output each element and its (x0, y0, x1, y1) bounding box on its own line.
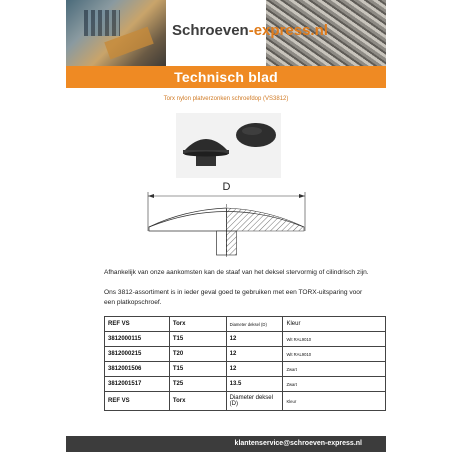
color-cell: Zwart (283, 362, 386, 377)
header-banner (66, 0, 386, 66)
product-subtitle: Torx nylon platverzonken schroefdop (VS3812) (163, 96, 289, 102)
color-cell: Wit RAL9010 (283, 332, 386, 347)
ref-cell: 3812000215 (105, 347, 170, 362)
description-paragraph-2: Ons 3812-assortiment is in ieder geval goed te gebruiken met een TORX-uitsparing voor een platkopschroef. (104, 289, 363, 306)
ref-cell: 3812001506 (105, 362, 170, 377)
cap-technical-drawing (144, 176, 314, 258)
diameter-cell: 12 (226, 347, 283, 362)
diameter-cell: 12 (226, 362, 283, 377)
technical-sheet-page (66, 0, 386, 452)
title-bar (66, 66, 386, 88)
table-row (105, 362, 386, 377)
torx-cell: T25 (169, 377, 226, 392)
diameter-cell: 12 (226, 332, 283, 347)
page-title: Technisch blad (174, 69, 278, 85)
table-row (105, 377, 386, 392)
product-photo (176, 113, 281, 178)
tools-photo (66, 0, 166, 66)
color-cell: Zwart (283, 377, 386, 392)
header-cell: Kleur (283, 317, 386, 332)
footer-diameter-unit: (D) (229, 401, 238, 407)
footer-diameter-label: Diameter deksel (229, 395, 273, 401)
footer-bar (66, 436, 386, 452)
logo-text-primary: Schroeven (172, 22, 249, 39)
table-row (105, 347, 386, 362)
description-paragraph-1: Afhankelijk van onze aankomsten kan de staaf van het deksel stervormig of cilindrisch zijn. (104, 269, 369, 276)
logo-text-secondary: -express.nl (248, 22, 328, 39)
dimension-label: D (222, 181, 231, 193)
footer-cell (226, 392, 283, 411)
table-footer-row (105, 392, 386, 411)
footer-cell: Torx (169, 392, 226, 411)
header-cell: REF VS (105, 317, 170, 332)
torx-cell: T15 (169, 332, 226, 347)
table-header-row (105, 317, 386, 332)
ref-cell: 3812000115 (105, 332, 170, 347)
color-cell: Wit RAL9010 (283, 347, 386, 362)
diameter-cell: 13.5 (226, 377, 283, 392)
footer-cell: REF VS (105, 392, 170, 411)
ref-cell: 3812001517 (105, 377, 170, 392)
contact-email[interactable]: klantenservice@schroeven-express.nl (234, 440, 362, 447)
footer-cell: Kleur (283, 392, 386, 411)
brand-logo[interactable] (172, 22, 328, 39)
header-cell: Diameter deksel (D) (226, 317, 283, 332)
torx-cell: T20 (169, 347, 226, 362)
spec-table (104, 316, 386, 411)
torx-cell: T15 (169, 362, 226, 377)
header-cell: Torx (169, 317, 226, 332)
table-row (105, 332, 386, 347)
